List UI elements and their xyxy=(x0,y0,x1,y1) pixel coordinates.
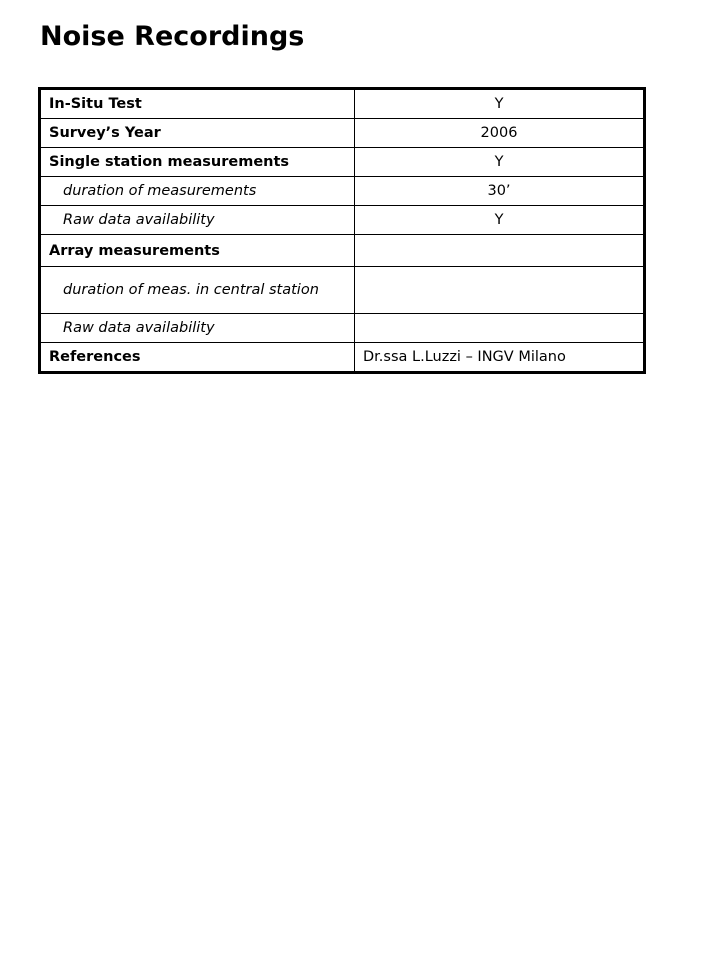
row-label-single-station: Single station measurements xyxy=(40,148,355,177)
row-label-duration-central-text: duration of meas. in central station xyxy=(63,282,319,298)
row-label-duration-central xyxy=(40,267,355,314)
row-label-raw-data-array xyxy=(40,314,355,343)
row-label-raw-data-array-text: Raw data availability xyxy=(63,320,215,336)
table-row xyxy=(40,206,645,235)
row-value-in-situ-test: Y xyxy=(355,89,645,119)
row-label-in-situ-test: In-Situ Test xyxy=(40,89,355,119)
table-row xyxy=(40,119,645,148)
noise-recordings-table xyxy=(38,87,646,374)
row-label-array: Array measurements xyxy=(40,235,355,267)
row-label-raw-data-single xyxy=(40,206,355,235)
row-value-array xyxy=(355,235,645,267)
table-row xyxy=(40,235,645,267)
row-value-duration: 30’ xyxy=(355,177,645,206)
table-row xyxy=(40,148,645,177)
table-row xyxy=(40,314,645,343)
row-value-raw-data-single: Y xyxy=(355,206,645,235)
table-row xyxy=(40,267,645,314)
page-title: Noise Recordings xyxy=(40,21,305,52)
row-label-duration xyxy=(40,177,355,206)
row-label-survey-year: Survey’s Year xyxy=(40,119,355,148)
row-value-survey-year: 2006 xyxy=(355,119,645,148)
row-value-references: Dr.ssa L.Luzzi – INGV Milano xyxy=(355,343,645,373)
table-row xyxy=(40,177,645,206)
row-value-raw-data-array xyxy=(355,314,645,343)
row-value-single-station: Y xyxy=(355,148,645,177)
row-label-duration-text: duration of measurements xyxy=(63,183,257,199)
row-value-duration-central xyxy=(355,267,645,314)
table-row xyxy=(40,89,645,119)
row-label-raw-data-single-text: Raw data availability xyxy=(63,212,215,228)
table-row xyxy=(40,343,645,373)
row-label-references: References xyxy=(40,343,355,373)
